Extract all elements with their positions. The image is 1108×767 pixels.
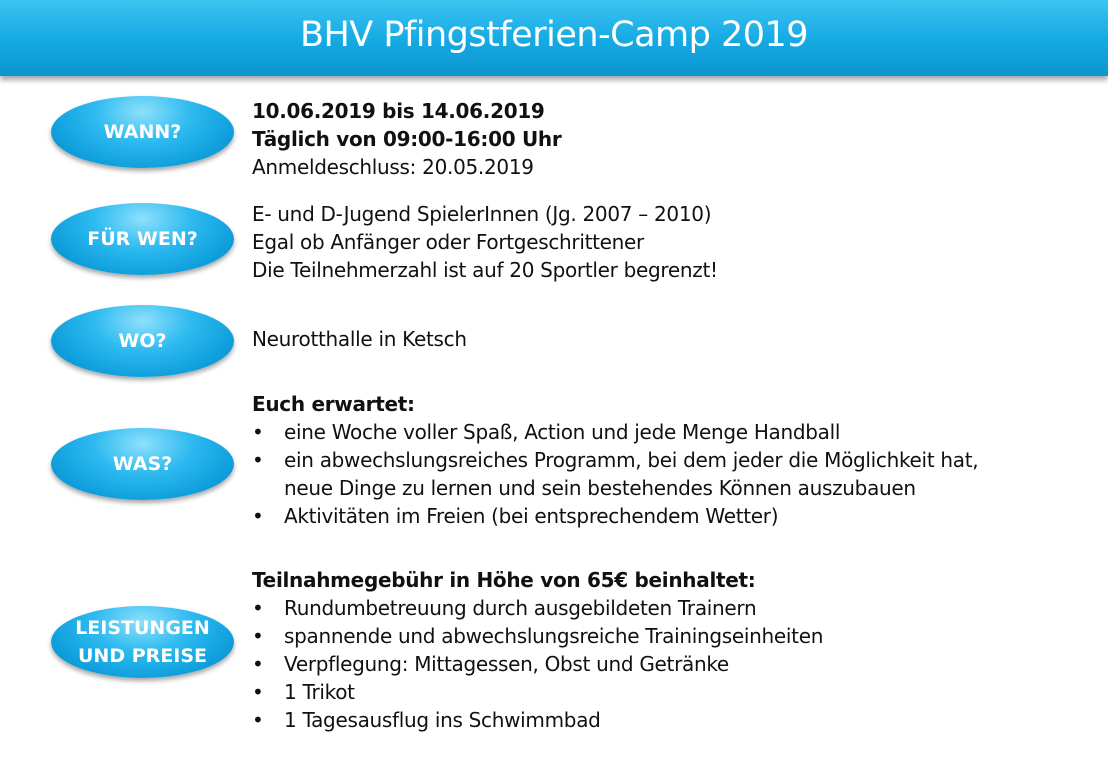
list-item: • 1 Trikot	[252, 678, 823, 706]
list-item: • ein abwechslungsreiches Programm, bei dem jeder die Möglichkeit hat, neue Dinge zu lernen und sein bestehendes Können auszubauen	[252, 446, 978, 502]
fuer-wen-button[interactable]	[51, 203, 234, 275]
list-item: • eine Woche voller Spaß, Action und jede Menge Handball	[252, 418, 978, 446]
fuer-wen-label: FÜR WEN?	[87, 228, 198, 250]
list-item: • Rundumbetreuung durch ausgebildeten Trainern	[252, 594, 823, 622]
leistungen-list	[252, 594, 823, 734]
fuer-wen-details	[252, 200, 718, 284]
registration-deadline: Anmeldeschluss: 20.05.2019	[252, 155, 534, 179]
leistungen-label: LEISTUNGEN UND PREISE	[75, 617, 210, 667]
leistungen-button[interactable]	[51, 606, 234, 678]
level-info: Egal ob Anfänger oder Fortgeschrittener	[252, 230, 644, 254]
was-button[interactable]	[51, 428, 234, 500]
wo-details	[252, 325, 467, 353]
list-item: • spannende und abwechslungsreiche Trainingseinheiten	[252, 622, 823, 650]
list-item: • Verpflegung: Mittagessen, Obst und Getränke	[252, 650, 823, 678]
wo-button[interactable]	[51, 305, 234, 377]
leistungen-details	[252, 566, 823, 734]
wann-details	[252, 97, 561, 181]
wo-label: WO?	[118, 330, 167, 352]
leistungen-heading: Teilnahmegebühr in Höhe von 65€ beinhaltet:	[252, 568, 756, 592]
participant-limit: Die Teilnehmerzahl ist auf 20 Sportler begrenzt!	[252, 258, 718, 282]
page-title: BHV Pfingstferien-Camp 2019	[299, 15, 809, 55]
target-group: E- und D-Jugend SpielerInnen (Jg. 2007 – 2010)	[252, 202, 712, 226]
title-banner	[0, 0, 1108, 76]
was-label: WAS?	[112, 453, 173, 475]
list-item: • Aktivitäten im Freien (bei entsprechendem Wetter)	[252, 502, 978, 530]
list-item-continuation: neue Dinge zu lernen und sein bestehendes Können auszubauen	[284, 476, 916, 500]
was-details	[252, 390, 978, 530]
was-list	[252, 418, 978, 530]
date-range: 10.06.2019 bis 14.06.2019	[252, 99, 545, 123]
wann-label: WANN?	[103, 121, 182, 143]
daily-hours: Täglich von 09:00-16:00 Uhr	[252, 127, 562, 151]
wann-button[interactable]	[51, 96, 234, 168]
location: Neurotthalle in Ketsch	[252, 327, 467, 351]
was-heading: Euch erwartet:	[252, 392, 415, 416]
list-item: • 1 Tagesausflug ins Schwimmbad	[252, 706, 823, 734]
